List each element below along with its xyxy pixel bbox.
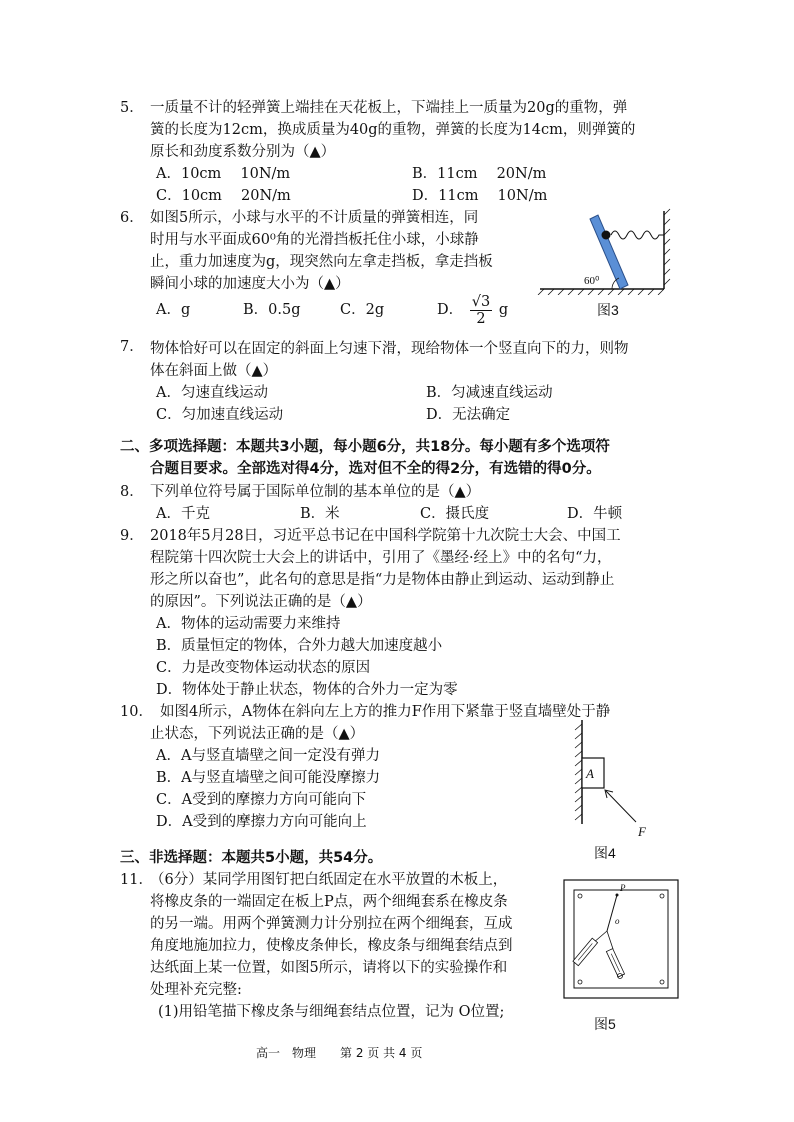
- q6-figure-angle: 60⁰: [584, 275, 600, 287]
- q9-number: 9．: [120, 528, 144, 544]
- q6-line-2: 时用与水平面成60⁰角的光滑挡板托住小球，小球静: [150, 232, 479, 248]
- q11-figure-caption: 图5: [594, 1016, 616, 1032]
- q11-line-4: 角度地施加拉力，使橡皮条伸长，橡皮条与细绳套结点到: [150, 938, 513, 954]
- q5-option-a: A．10cm 10N/m: [156, 166, 291, 182]
- section-2-heading-line-2: 合题目要求。全部选对得4分，选对但不全的得2分，有选错的得0分。: [150, 461, 601, 477]
- q6-option-d-denominator: 2: [476, 310, 486, 327]
- q10-option-a: A．A与竖直墙壁之间一定没有弹力: [156, 748, 380, 764]
- q5-option-b: B．11cm 20N/m: [412, 166, 547, 182]
- q10-option-b: B．A与竖直墙壁之间可能没摩擦力: [156, 770, 381, 786]
- q5-number: 5．: [120, 100, 144, 116]
- q8-option-a: A．千克: [156, 506, 210, 522]
- q6-number: 6．: [120, 210, 144, 226]
- q6-option-d-label: D．: [437, 302, 464, 318]
- q6-line-1: 如图5所示，小球与水平的不计质量的弹簧相连，同: [150, 210, 479, 226]
- q10-figure-force-label: F: [638, 824, 646, 839]
- q10-figure-block-label: A: [586, 766, 594, 781]
- q9-option-b: B．质量恒定的物体，合外力越大加速度越小: [156, 638, 443, 654]
- q7-line-2: 体在斜面上做（▲）: [150, 363, 278, 379]
- q6-figure-spring-ball: [536, 205, 676, 295]
- q6-option-d-numerator: √3: [471, 293, 491, 310]
- q6-option-b: B．0.5g: [243, 302, 301, 318]
- q6-figure-caption: 图3: [597, 302, 619, 318]
- q9-line-1: 2018年5月28日，习近平总书记在中国科学院第十九次院士大会、中国工: [150, 528, 621, 544]
- q11-line-3: 的另一端。用两个弹簧测力计分别拉在两个细绳套，互成: [150, 916, 513, 932]
- section-2-heading-line-1: 二、多项选择题：本题共3小题，每小题6分，共18分。每小题有多个选项符: [120, 439, 610, 455]
- q9-option-a: A．物体的运动需要力来维持: [156, 616, 341, 632]
- q10-figure-caption: 图4: [594, 845, 616, 861]
- q11-number: 11．: [120, 872, 153, 888]
- q6-option-c: C．2g: [340, 302, 385, 318]
- q10-line-2: 止状态，下列说法正确的是（▲）: [150, 726, 365, 742]
- q6-option-d: [437, 290, 508, 330]
- q10-number: 10．: [120, 704, 153, 720]
- q9-option-c: C．力是改变物体运动状态的原因: [156, 660, 371, 676]
- q11-line-2: 将橡皮条的一端固定在板上P点，两个细绳套系在橡皮条: [150, 894, 508, 910]
- q10-option-d: D．A受到的摩擦力方向可能向上: [156, 814, 367, 830]
- q6-line-4: 瞬间小球的加速度大小为（▲）: [150, 276, 350, 292]
- q8-option-c: C．摄氏度: [420, 506, 490, 522]
- q10-line-1: 如图4所示，A物体在斜向左上方的推力F作用下紧靠于竖直墙壁处于静: [160, 704, 611, 720]
- page-footer: 高一 物理 第 2 页 共 4 页: [256, 1046, 423, 1060]
- section-3-heading: 三、非选择题：本题共5小题，共54分。: [120, 850, 383, 866]
- q5-option-c: C．10cm 20N/m: [156, 188, 291, 204]
- q9-line-3: 形之所以奋也”，此名句的意思是指“力是物体由静止到运动、运动到静止: [150, 572, 615, 588]
- q11-line-6: 处理补充完整:: [150, 982, 242, 998]
- q11-step-1: (1)用铅笔描下橡皮条与细绳套结点位置，记为 O位置;: [158, 1004, 505, 1020]
- q8-number: 8．: [120, 484, 144, 500]
- q7-option-d: D．无法确定: [426, 407, 511, 423]
- q6-option-d-tail: g: [498, 302, 509, 318]
- q8-option-d: D．牛顿: [567, 506, 623, 522]
- q9-option-d: D．物体处于静止状态，物体的合外力一定为零: [156, 682, 458, 698]
- q8-option-b: B．米: [300, 506, 340, 522]
- q11-figure-point-o: o: [615, 916, 620, 926]
- q6-option-a: A．g: [156, 302, 191, 318]
- q5-line-3: 原长和劲度系数分别为（▲）: [150, 144, 336, 160]
- q7-option-b: B．匀减速直线运动: [426, 385, 553, 401]
- q6-option-d-fraction: [470, 294, 492, 327]
- q5-line-2: 簧的长度为12cm，换成质量为40g的重物，弹簧的长度为14cm，则弹簧的: [150, 122, 636, 138]
- q11-figure-board: [563, 879, 679, 999]
- q10-option-c: C．A受到的摩擦力方向可能向下: [156, 792, 367, 808]
- q11-figure-point-p: P: [620, 883, 626, 893]
- q10-figure-wall-block: [566, 716, 666, 840]
- q5-line-1: 一质量不计的轻弹簧上端挂在天花板上，下端挂上一质量为20g的重物，弹: [150, 100, 628, 116]
- q7-line-1: 物体恰好可以在固定的斜面上匀速下滑，现给物体一个竖直向下的力，则物: [150, 341, 629, 357]
- q7-option-c: C．匀加速直线运动: [156, 407, 284, 423]
- q9-line-4: 的原因”。下列说法正确的是（▲）: [150, 594, 372, 610]
- q5-option-d: D．11cm 10N/m: [412, 188, 548, 204]
- q7-option-a: A．匀速直线运动: [156, 385, 268, 401]
- q11-line-1: （6分）某同学用图钉把白纸固定在水平放置的木板上，: [150, 872, 508, 888]
- q9-line-2: 程院第十四次院士大会上的讲话中，引用了《墨经·经上》中的名句“力，: [150, 550, 612, 566]
- q11-line-5: 达纸面上某一位置，如图5所示，请将以下的实验操作和: [150, 960, 508, 976]
- q6-line-3: 止，重力加速度为g，现突然向左拿走挡板，拿走挡板: [150, 254, 493, 270]
- q7-number: 7．: [120, 339, 144, 355]
- q8-text: 下列单位符号属于国际单位制的基本单位的是（▲）: [150, 484, 481, 500]
